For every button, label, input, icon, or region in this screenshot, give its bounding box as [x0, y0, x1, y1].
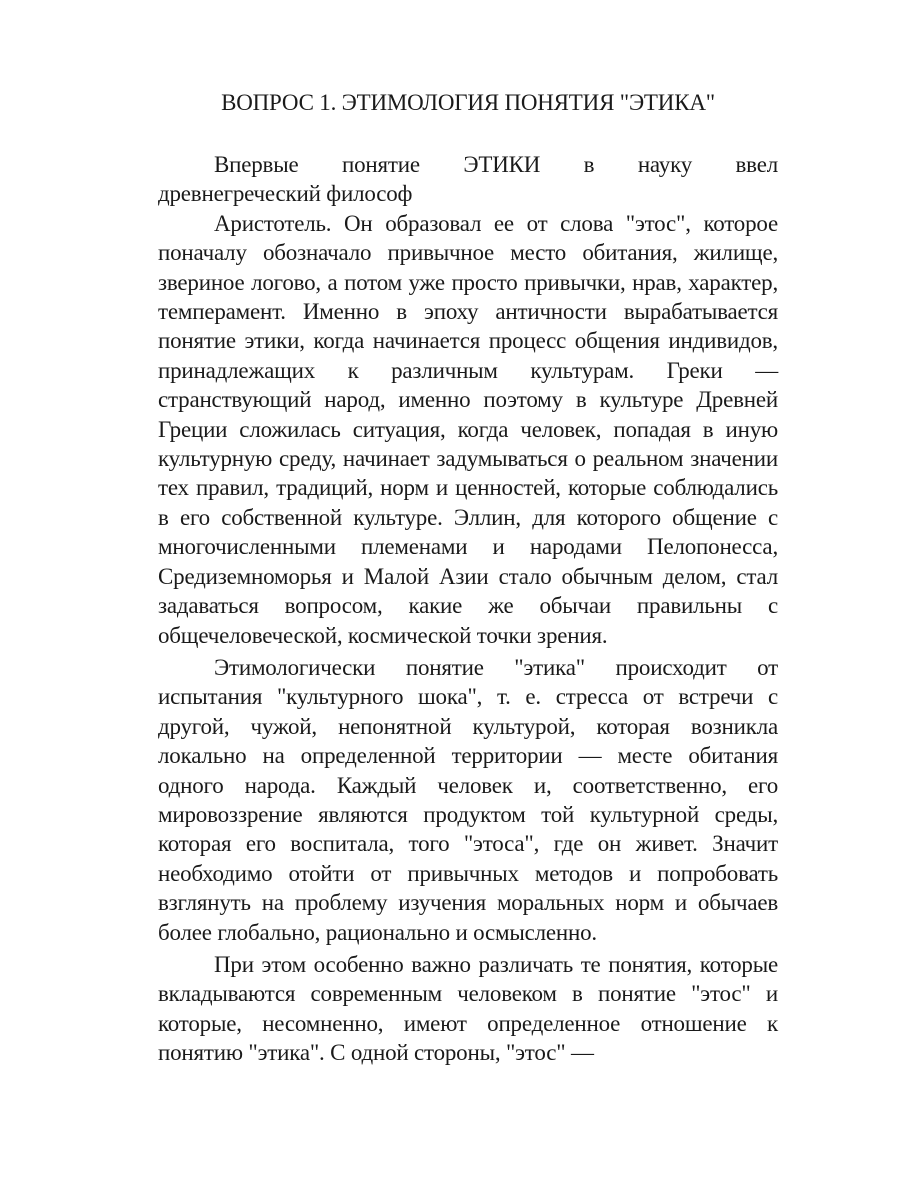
paragraph-2: Аристотель. Он образовал ее от слова "этос", которое поначалу обозначало привычное место обитания, жилище, звериное логово, а потом уже просто привычки, нрав, характер, темперамент. Именно в эпоху античности вырабатывается понятие этики, когда начинается процесс общения индивидов, принадлежащих к различным культурам. Греки — странствующий народ, именно поэтому в культуре Древней Греции сложилась ситуация, когда человек, попадая в иную культурную среду, начинает задумываться о реальном значении тех правил, традиций, норм и ценностей, которые соблюдались в его собственной культуре. Эллин, для которого общение с многочисленными племенами и народами Пелопонесса, Средиземноморья и Малой Азии стало обычным делом, стал задаваться вопросом, какие же обычаи правильны с общечеловеческой, космической точки зрения. [158, 210, 778, 648]
paragraph-1-line-2: древнегреческий философ [158, 181, 413, 207]
paragraph-1-line-1: Впервые понятие ЭТИКИ в науку ввел [214, 152, 778, 177]
page-title: ВОПРОС 1. ЭТИМОЛОГИЯ ПОНЯТИЯ "ЭТИКА" [221, 90, 715, 115]
paragraph-4: При этом особенно важно различать те понятия, которые вкладываются современным человеком в понятие "этос" и которые, несомненно, имеют определенное отношение к понятию "этика". С одной стороны, "этос" — [158, 951, 778, 1066]
paragraph-3: Этимологически понятие "этика" происходит от испытания "культурного шока", т. е. стресса от встречи с другой, чужой, непонятной культурой, которая возникла локально на определенной территории — месте обитания одного народа. Каждый человек и, соответственно, его мировоззрение являются продуктом той культурной среды, которая его воспитала, того "этоса", где он живет. Значит необходимо отойти от привычных методов и попробовать взглянуть на проблему изучения моральных норм и обычаев более глобально, рационально и осмысленно. [158, 654, 778, 945]
